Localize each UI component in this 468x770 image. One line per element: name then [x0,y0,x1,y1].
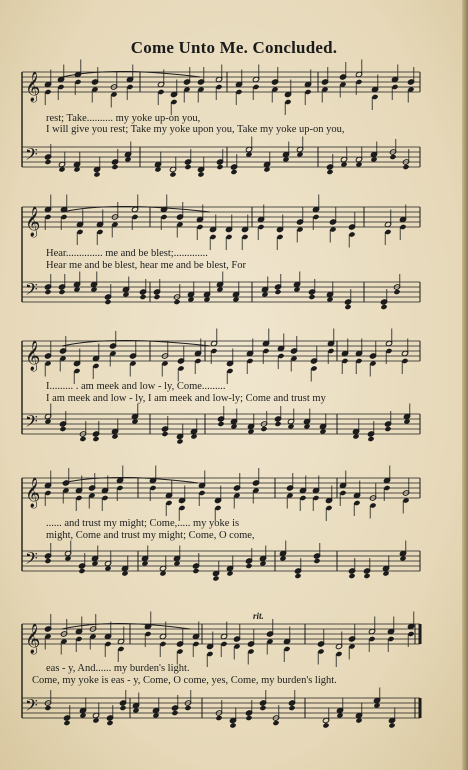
note-head [78,568,85,574]
note-head [217,421,224,427]
note-head [161,431,168,437]
treble-clef-icon: 𝄞 [25,207,41,237]
note-head [169,171,176,177]
note-head [104,299,111,305]
note-head [389,154,396,160]
note-head [63,720,70,726]
note-head [245,563,252,569]
bass-clef-icon: 𝄢 [25,695,38,719]
note-head [192,568,199,574]
note-head [274,421,281,427]
note-head [44,558,51,564]
treble-clef-icon: 𝄞 [25,478,41,508]
note-head [153,294,160,300]
note-head [313,558,320,564]
note-head [173,299,180,305]
note-head [384,426,391,432]
note-head [344,304,351,310]
note-head [363,573,370,579]
treble-clef-icon: 𝄞 [25,341,41,371]
note-head [119,705,126,711]
note-head [59,426,66,432]
rit-marking: rit. [253,611,264,621]
page-title: Come Unto Me. Concluded. [130,38,338,57]
note-head [230,169,237,175]
note-head [259,705,266,711]
bass-clef-icon: 𝄢 [25,144,38,168]
note-head [92,436,99,442]
note-head [216,164,223,170]
note-head [176,438,183,444]
note-head [171,710,178,716]
note-head [348,573,355,579]
note-head [215,715,222,721]
note-head [93,171,100,177]
system-2-lyric-bottom: Hear me and be blest, hear me and be blest, For [46,260,247,271]
treble-clef-icon: 𝄞 [25,72,41,102]
note-head [380,304,387,310]
note-head [184,705,191,711]
note-head [58,289,65,295]
note-head [184,164,191,170]
note-head [393,289,400,295]
note-head [288,705,295,711]
system-4-lyric-top: ...... and trust my might; Come,..... my yoke is [46,518,240,529]
bass-clef-icon: 𝄢 [25,548,38,572]
system-1-lyric-bottom: I will give you rest; Take my yoke upon you, Take my yoke up-on you, [46,124,345,135]
note-head [229,722,236,728]
note-head [388,722,395,728]
note-head [212,575,219,581]
book-spine-edge [462,0,468,770]
note-head [245,715,252,721]
system-5-lyric-top: eas - y, And...... my burden's light. [46,663,190,674]
treble-clef-icon: 𝄞 [25,624,41,654]
note-head [44,705,51,711]
note-head [197,171,204,177]
system-3-lyric-bottom: I am meek and low - ly, I am meek and low-ly; Come and trust my [46,393,326,404]
note-head [139,294,146,300]
system-3-lyric-top: I......... . am meek and low - ly, Come......... [46,381,226,392]
note-head [260,426,267,432]
note-head [326,169,333,175]
note-head [367,436,374,442]
note-head [106,720,113,726]
system-1-lyric-top: rest; Take.......... my yoke up-on you, [46,113,201,124]
note-head [111,164,118,170]
note-head [274,289,281,295]
note-head [402,164,409,170]
note-head [308,294,315,300]
note-head [294,573,301,579]
system-5-lyric-bottom: Come, my yoke is eas - y, Come, O come, yes, Come, my burden's light. [32,675,337,686]
bass-clef-icon: 𝄢 [25,411,38,435]
note-head [44,289,51,295]
bass-clef-icon: 𝄢 [25,279,38,303]
note-head [272,720,279,726]
note-head [44,159,51,165]
system-4-lyric-bottom: might, Come and trust my might; Come, O come, [46,530,255,541]
note-head [79,436,86,442]
note-head [322,722,329,728]
system-2-lyric-top: Hear.............. me and be blest;............. [46,248,208,259]
